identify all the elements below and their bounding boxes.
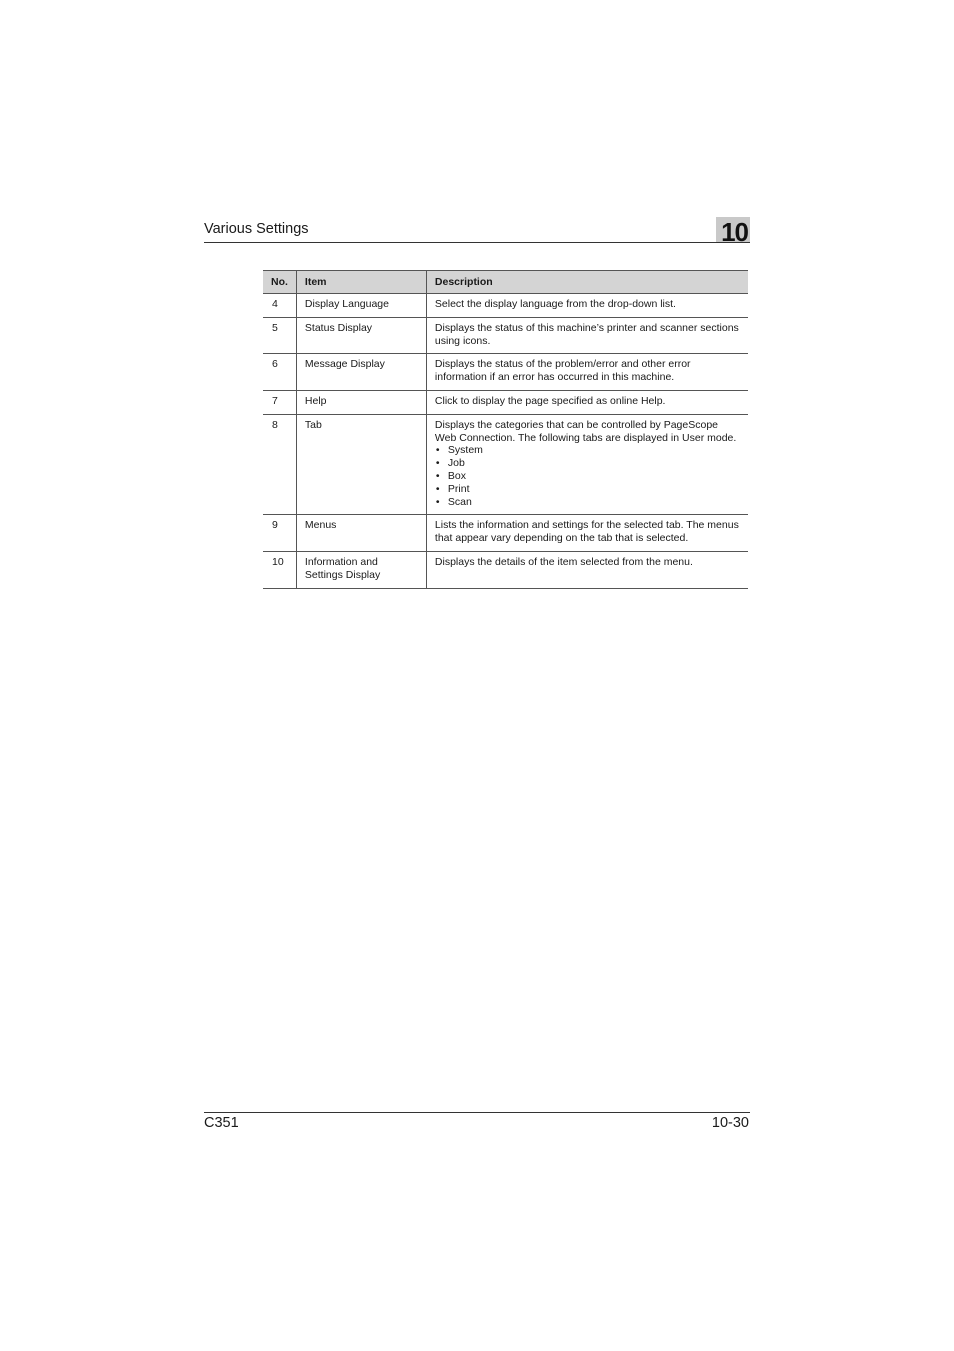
row-number: 8 [263,414,296,515]
row-description: Click to display the page specified as online Help. [426,390,748,414]
chapter-number: 10 [721,217,748,247]
column-header-description: Description [426,271,748,294]
table-row [263,354,748,391]
tab-list-item: • System [435,444,740,457]
column-header-item: Item [296,271,426,294]
table-row [263,515,748,552]
row-description: Displays the status of this machine’s printer and scanner sections using icons. [426,317,748,354]
table-row [263,317,748,354]
table-row [263,294,748,318]
tab-list-item: • Print [435,483,740,496]
row-item: Tab [296,414,426,515]
table-header-row [263,271,748,294]
row-description: Displays the status of the problem/error and other error information if an error has occurred in this machine. [426,354,748,391]
row-description-cell [426,414,748,515]
row-number: 7 [263,390,296,414]
footer-page-number: 10-30 [711,1115,749,1131]
row-description: Displays the categories that can be controlled by PageScope Web Connection. The following tabs are displayed in User mode. [434,418,737,444]
row-description: Select the display language from the drop-down list. [426,294,748,318]
settings-table [263,270,748,589]
row-item: Menus [296,515,426,552]
header-rule [204,242,750,243]
column-header-no: No. [263,271,296,294]
row-number: 5 [263,317,296,354]
table-row [263,551,748,588]
tab-list [435,444,740,508]
table-row [263,390,748,414]
chapter-badge [716,217,750,247]
row-number: 6 [263,354,296,391]
row-description: Displays the details of the item selected from the menu. [426,551,748,588]
row-item: Status Display [296,317,426,354]
tab-list-item: • Job [435,457,740,470]
row-item: Help [296,390,426,414]
tab-list-item: • Box [435,470,740,483]
footer-rule [204,1112,750,1113]
row-number: 4 [263,294,296,318]
row-item: Message Display [296,354,426,391]
tab-list-item: • Scan [435,496,740,509]
row-item: Information and Settings Display [296,551,426,588]
footer-model-name: C351 [204,1115,239,1131]
running-header-title: Various Settings [204,221,309,237]
row-description: Lists the information and settings for the selected tab. The menus that appear vary depending on the tab that is selected. [426,515,748,552]
row-number: 9 [263,515,296,552]
table-row [263,414,748,515]
row-item: Display Language [296,294,426,318]
row-number: 10 [263,551,296,588]
